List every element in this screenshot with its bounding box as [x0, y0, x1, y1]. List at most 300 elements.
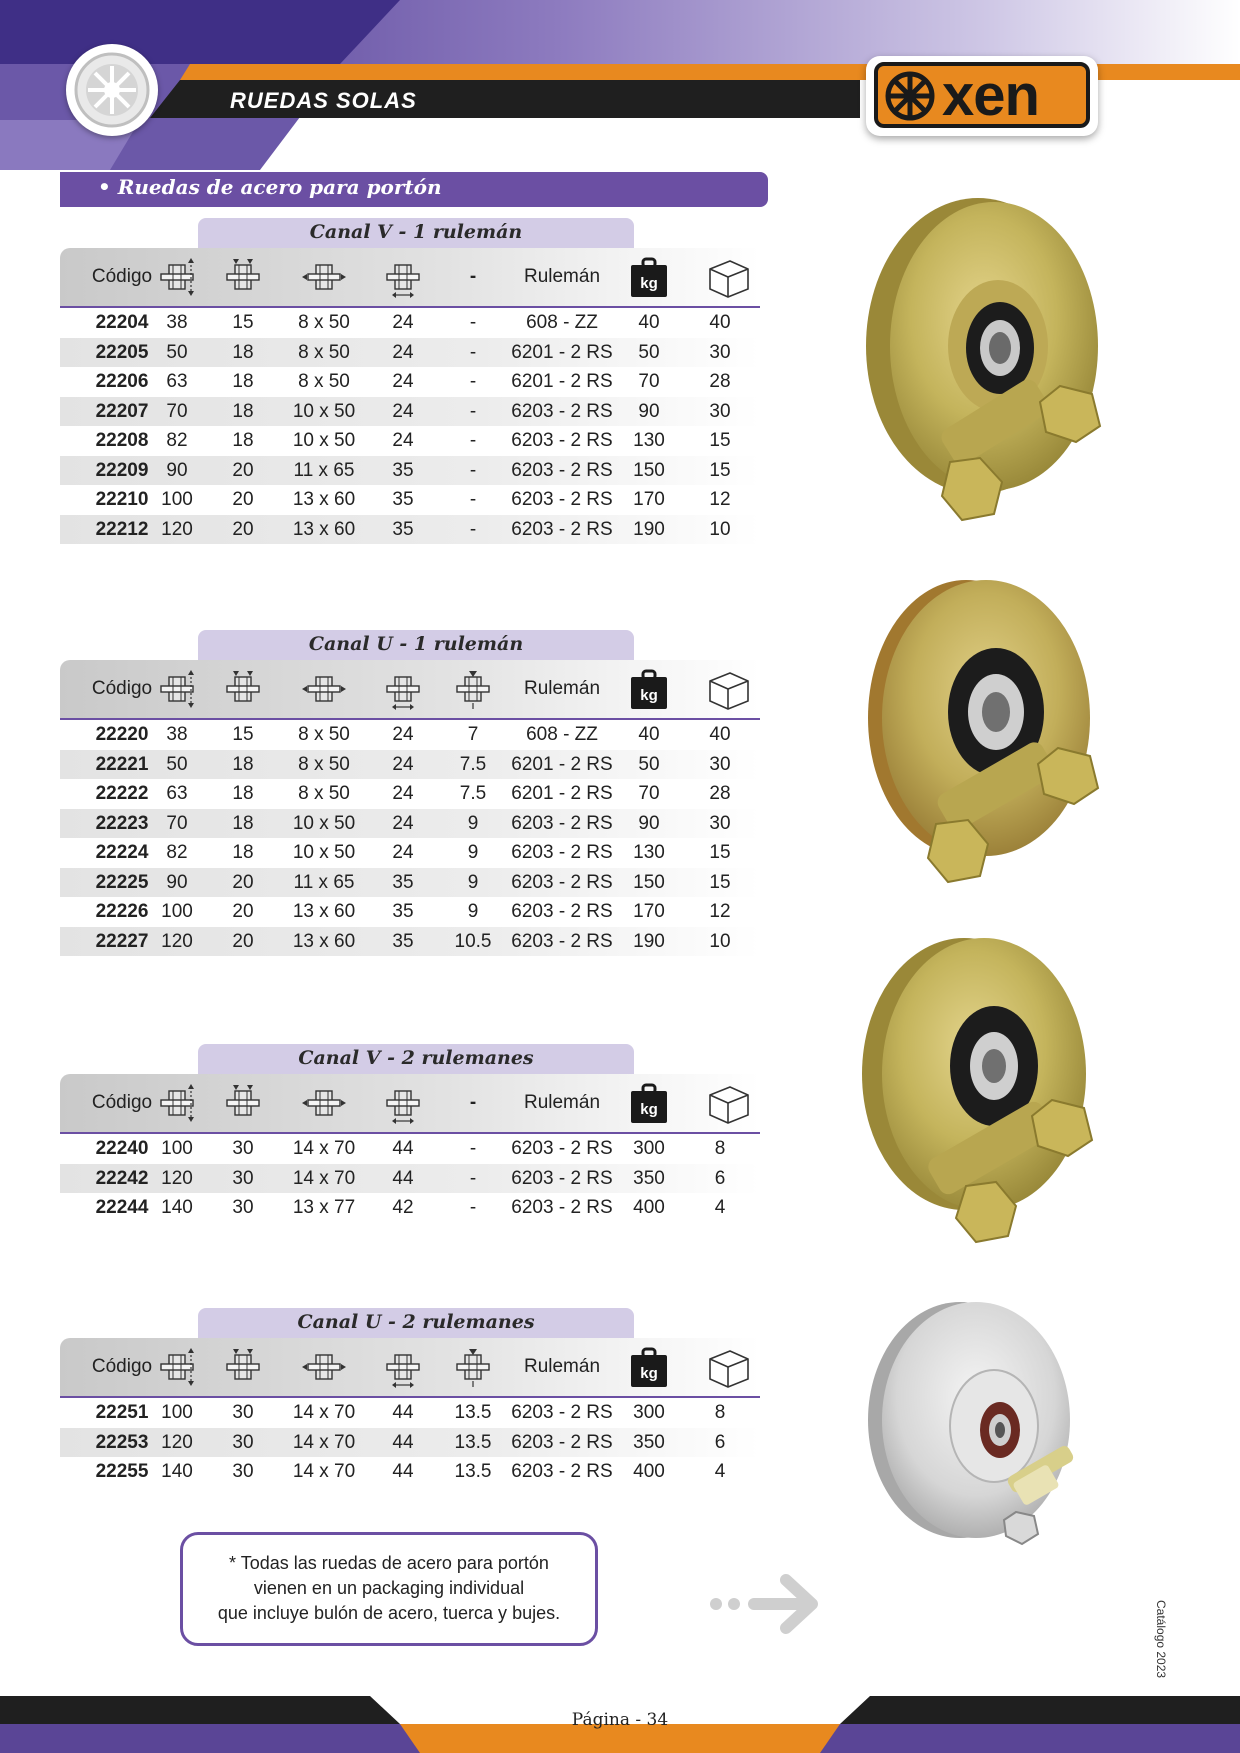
- cell-channel: 10.5: [454, 930, 492, 952]
- cell-bore: 35: [392, 518, 414, 540]
- cell-units: 28: [709, 783, 731, 804]
- note-line-1: * Todas las ruedas de acero para portón: [229, 1553, 549, 1573]
- cell-channel: -: [469, 341, 477, 363]
- header-bearing: Rulemán: [523, 1092, 601, 1113]
- cell-channel: -: [469, 312, 477, 333]
- cell-channel: 9: [467, 901, 479, 922]
- cell-code: 22240: [95, 1138, 149, 1159]
- cell-diameter: 140: [161, 1197, 193, 1218]
- cell-axle: 11 x 65: [293, 871, 355, 893]
- table-row: [60, 809, 760, 838]
- cell-axle: 8 x 50: [298, 312, 350, 333]
- wheel-badge: [66, 44, 158, 136]
- cell-code: 22223: [95, 812, 149, 834]
- cell-channel: -: [469, 430, 477, 451]
- table-row: [60, 1457, 760, 1486]
- table-row: [60, 515, 760, 544]
- cell-axle: 14 x 70: [292, 1138, 356, 1159]
- wheel-photo-v-2: [846, 932, 1136, 1252]
- cell-bore: 44: [392, 1461, 414, 1482]
- cell-width: 18: [232, 842, 254, 863]
- header-dash: -: [469, 266, 477, 287]
- cell-units: 15: [709, 842, 731, 863]
- cell-weight: 400: [633, 1461, 665, 1482]
- header-axle: [278, 1074, 370, 1132]
- header-channel: [448, 660, 498, 718]
- cell-bore: 24: [392, 753, 414, 775]
- table-row: [60, 838, 760, 867]
- cell-bore: 24: [392, 724, 414, 745]
- channel-icon: [451, 1345, 495, 1389]
- note-box: [180, 1532, 598, 1646]
- table-row: [60, 1398, 760, 1427]
- cell-width: 20: [232, 459, 254, 481]
- cell-weight: 130: [633, 842, 665, 863]
- cell-bore: 44: [392, 1167, 414, 1189]
- cell-code: 22205: [95, 341, 149, 363]
- cell-width: 18: [232, 812, 254, 834]
- channel-icon: [451, 667, 495, 711]
- cell-channel: -: [469, 1167, 477, 1189]
- table-row: [60, 897, 760, 926]
- cell-width: 18: [232, 783, 254, 804]
- cell-units: 4: [714, 1197, 726, 1218]
- header-width: [218, 660, 268, 718]
- header-weight: [625, 1074, 673, 1132]
- table-tab: [198, 1044, 634, 1074]
- table-row: [60, 750, 760, 779]
- cell-width: 18: [232, 753, 254, 775]
- cell-axle: 13 x 60: [292, 901, 356, 922]
- table-header: [60, 1074, 760, 1134]
- table-row: [60, 485, 760, 514]
- cell-code: 22244: [95, 1197, 149, 1218]
- cell-axle: 13 x 60: [292, 489, 356, 510]
- cell-axle: 13 x 60: [292, 930, 356, 952]
- cell-weight: 70: [638, 371, 660, 392]
- cell-bearing: 6201 - 2 RS: [511, 753, 613, 775]
- cell-diameter: 82: [166, 430, 188, 451]
- cell-axle: 14 x 70: [292, 1167, 356, 1189]
- cell-weight: 300: [633, 1138, 665, 1159]
- cell-bearing: 6203 - 2 RS: [511, 930, 613, 952]
- cell-code: 22221: [95, 753, 149, 775]
- axle-icon: [302, 1081, 346, 1125]
- cell-diameter: 120: [161, 518, 193, 540]
- weight-kg-label: kg: [640, 275, 658, 292]
- bore-icon: [381, 1081, 425, 1125]
- table-header: [60, 248, 760, 308]
- wheel-icon: [66, 44, 158, 136]
- header-bore: [378, 248, 428, 306]
- cell-bore: 35: [392, 459, 414, 481]
- header-weight: [625, 248, 673, 306]
- cell-axle: 10 x 50: [292, 812, 356, 834]
- cell-code: 22253: [95, 1431, 149, 1453]
- cell-axle: 8 x 50: [298, 724, 350, 745]
- cell-code: 22210: [95, 489, 149, 510]
- table-row: [60, 1428, 760, 1457]
- cell-width: 20: [232, 871, 254, 893]
- cell-diameter: 90: [166, 871, 188, 893]
- cell-units: 6: [714, 1431, 726, 1453]
- cell-weight: 400: [633, 1197, 665, 1218]
- header-diameter: [152, 660, 202, 718]
- bore-icon: [381, 1345, 425, 1389]
- cell-axle: 10 x 50: [292, 400, 356, 422]
- header-width: [218, 1074, 268, 1132]
- cell-bore: 24: [392, 400, 414, 422]
- table-row: [60, 1193, 760, 1222]
- table-row: [60, 1134, 760, 1163]
- box-icon: [706, 1345, 750, 1389]
- cell-weight: 40: [638, 724, 660, 745]
- header-axle: [278, 1338, 370, 1396]
- header-code: Código: [91, 1092, 153, 1113]
- cell-bore: 24: [392, 812, 414, 834]
- header-diameter: [152, 1338, 202, 1396]
- header-bearing: Rulemán: [523, 1356, 601, 1377]
- cell-diameter: 63: [166, 371, 188, 392]
- cell-channel: 13.5: [454, 1431, 492, 1453]
- cell-axle: 8 x 50: [298, 371, 350, 392]
- cell-bearing: 6203 - 2 RS: [511, 518, 613, 540]
- cell-units: 10: [709, 930, 731, 952]
- table-header: [60, 1338, 760, 1398]
- width-icon: [221, 667, 265, 711]
- cell-bore: 24: [392, 842, 414, 863]
- cell-code: 22225: [95, 871, 149, 893]
- cell-diameter: 82: [166, 842, 188, 863]
- cell-bearing: 6203 - 2 RS: [511, 1138, 613, 1159]
- cell-width: 20: [232, 518, 254, 540]
- cell-width: 20: [232, 489, 254, 510]
- table-row: [60, 367, 760, 396]
- cell-units: 8: [714, 1402, 726, 1423]
- cell-bearing: 6203 - 2 RS: [511, 842, 613, 863]
- cell-code: 22242: [95, 1167, 149, 1189]
- brand-name: xen: [942, 63, 1039, 128]
- header-bore: [378, 1074, 428, 1132]
- header-width: [218, 1338, 268, 1396]
- page-number: Página - 34: [571, 1710, 669, 1730]
- cell-bore: 24: [392, 783, 414, 804]
- table-title: Canal V - 1 rulemán: [309, 221, 523, 243]
- header-width: [218, 248, 268, 306]
- cell-axle: 13 x 60: [292, 518, 356, 540]
- cell-bore: 35: [392, 871, 414, 893]
- cell-weight: 300: [633, 1402, 665, 1423]
- cell-weight: 190: [633, 930, 665, 952]
- brand-wheel-icon: [884, 70, 936, 122]
- cell-axle: 10 x 50: [292, 430, 356, 451]
- cell-diameter: 63: [166, 783, 188, 804]
- cell-channel: -: [469, 518, 477, 540]
- table-tab: [198, 630, 634, 660]
- header-code: Código: [91, 266, 153, 287]
- cell-diameter: 70: [166, 812, 188, 834]
- wheel-photo-u-1: [836, 572, 1136, 902]
- cell-bearing: 608 - ZZ: [526, 724, 598, 745]
- header-box: [700, 248, 756, 306]
- cell-channel: 7.5: [459, 753, 487, 775]
- cell-units: 4: [714, 1461, 726, 1482]
- cell-bore: 44: [392, 1138, 414, 1159]
- width-icon: [221, 1081, 265, 1125]
- cell-width: 30: [232, 1431, 254, 1453]
- header-bore: [378, 1338, 428, 1396]
- cell-code: 22204: [95, 312, 149, 333]
- header-axle: [278, 248, 370, 306]
- box-icon: [706, 1081, 750, 1125]
- brand-logo: [866, 56, 1098, 136]
- next-arrow-icon[interactable]: [708, 1574, 826, 1634]
- cell-channel: -: [469, 371, 477, 392]
- cell-diameter: 100: [161, 489, 193, 510]
- width-icon: [221, 1345, 265, 1389]
- cell-bore: 24: [392, 371, 414, 392]
- table-title: Canal U - 1 rulemán: [308, 633, 524, 655]
- cell-weight: 90: [638, 400, 660, 422]
- cell-width: 30: [232, 1167, 254, 1189]
- cell-units: 30: [709, 400, 731, 422]
- cell-width: 15: [232, 724, 254, 745]
- cell-bore: 24: [392, 341, 414, 363]
- cell-axle: 14 x 70: [292, 1402, 356, 1423]
- cell-width: 30: [232, 1197, 254, 1218]
- table-row: [60, 397, 760, 426]
- weight-kg-label: kg: [640, 1365, 658, 1382]
- cell-channel: 13.5: [454, 1402, 492, 1423]
- cell-bearing: 6203 - 2 RS: [511, 489, 613, 510]
- header-code: Código: [91, 1356, 153, 1377]
- cell-bearing: 6203 - 2 RS: [511, 400, 613, 422]
- cell-axle: 8 x 50: [298, 753, 350, 775]
- cell-width: 18: [232, 430, 254, 451]
- cell-weight: 130: [633, 430, 665, 451]
- note-line-2: vienen en un packaging individual: [253, 1578, 525, 1598]
- cell-bearing: 6203 - 2 RS: [511, 1431, 613, 1453]
- cell-bearing: 6201 - 2 RS: [511, 341, 613, 363]
- cell-channel: 9: [467, 812, 479, 834]
- bore-icon: [381, 255, 425, 299]
- table-tab: [198, 1308, 634, 1338]
- cell-bearing: 6203 - 2 RS: [511, 871, 613, 893]
- table-row: [60, 426, 760, 455]
- cell-diameter: 50: [166, 341, 188, 363]
- cell-bearing: 6203 - 2 RS: [511, 1197, 613, 1218]
- cell-diameter: 140: [161, 1461, 193, 1482]
- table-header: [60, 660, 760, 720]
- cell-units: 15: [709, 871, 731, 893]
- header-axle: [278, 660, 370, 718]
- cell-diameter: 120: [161, 1167, 193, 1189]
- cell-diameter: 100: [161, 901, 193, 922]
- cell-channel: -: [469, 489, 477, 510]
- header-title: RUEDAS SOLAS: [230, 88, 417, 113]
- cell-axle: 11 x 65: [293, 459, 355, 481]
- cell-channel: -: [469, 1138, 477, 1159]
- axle-icon: [302, 1345, 346, 1389]
- table-tab: [198, 218, 634, 248]
- cell-weight: 350: [633, 1431, 665, 1453]
- wheel-photo-u-2: [856, 1290, 1136, 1580]
- cell-diameter: 50: [166, 753, 188, 775]
- cell-weight: 40: [638, 312, 660, 333]
- cell-bore: 35: [392, 489, 414, 510]
- cell-units: 12: [709, 489, 731, 510]
- cell-units: 30: [709, 753, 731, 775]
- cell-code: 22222: [95, 783, 149, 804]
- cell-channel: -: [469, 1197, 477, 1218]
- cell-weight: 170: [633, 901, 665, 922]
- cell-width: 30: [232, 1461, 254, 1482]
- header-bore: [378, 660, 428, 718]
- cell-units: 15: [709, 459, 731, 481]
- weight-kg-label: kg: [640, 1101, 658, 1118]
- cell-code: 22209: [95, 459, 149, 481]
- cell-diameter: 120: [161, 1431, 193, 1453]
- cell-channel: 13.5: [454, 1461, 492, 1482]
- cell-width: 20: [232, 901, 254, 922]
- cell-width: 18: [232, 341, 254, 363]
- note-line-3: que incluye bulón de acero, tuerca y bujes.: [217, 1603, 561, 1623]
- cell-axle: 14 x 70: [292, 1461, 356, 1482]
- header-bearing: Rulemán: [523, 678, 601, 699]
- cell-bore: 35: [392, 930, 414, 952]
- cell-bearing: 608 - ZZ: [526, 312, 598, 333]
- diameter-icon: [155, 1345, 199, 1389]
- cell-bearing: 6203 - 2 RS: [511, 1461, 613, 1482]
- cell-axle: 8 x 50: [298, 783, 350, 804]
- cell-axle: 14 x 70: [292, 1431, 356, 1453]
- cell-width: 30: [232, 1138, 254, 1159]
- header-weight: [625, 1338, 673, 1396]
- cell-units: 8: [714, 1138, 726, 1159]
- header-dash: -: [469, 1092, 477, 1113]
- cell-units: 6: [714, 1167, 726, 1189]
- table-row: [60, 720, 760, 749]
- cell-weight: 90: [638, 812, 660, 834]
- box-icon: [706, 667, 750, 711]
- diameter-icon: [155, 667, 199, 711]
- cell-code: 22220: [95, 724, 149, 745]
- cell-channel: 9: [467, 842, 479, 863]
- cell-axle: 10 x 50: [292, 842, 356, 863]
- cell-weight: 190: [633, 518, 665, 540]
- cell-code: 22212: [95, 518, 149, 540]
- header-box: [700, 1074, 756, 1132]
- cell-code: 22227: [95, 930, 149, 952]
- cell-bore: 44: [392, 1431, 414, 1453]
- cell-channel: 7.5: [459, 783, 487, 804]
- cell-channel: -: [469, 400, 477, 422]
- cell-weight: 150: [633, 459, 665, 481]
- cell-bearing: 6203 - 2 RS: [511, 1167, 613, 1189]
- header-diameter: [152, 248, 202, 306]
- cell-weight: 50: [638, 753, 660, 775]
- width-icon: [221, 255, 265, 299]
- axle-icon: [302, 255, 346, 299]
- table-row: [60, 868, 760, 897]
- cell-bore: 35: [392, 901, 414, 922]
- cell-units: 30: [709, 341, 731, 363]
- bore-icon: [381, 667, 425, 711]
- diameter-icon: [155, 1081, 199, 1125]
- header-box: [700, 1338, 756, 1396]
- cell-width: 20: [232, 930, 254, 952]
- cell-weight: 170: [633, 489, 665, 510]
- cell-weight: 70: [638, 783, 660, 804]
- table-row: [60, 1164, 760, 1193]
- cell-units: 10: [709, 518, 731, 540]
- cell-code: 22207: [95, 400, 149, 422]
- cell-bearing: 6201 - 2 RS: [511, 371, 613, 392]
- cell-bore: 24: [392, 312, 414, 333]
- table-title: Canal U - 2 rulemanes: [297, 1311, 535, 1333]
- cell-bearing: 6203 - 2 RS: [511, 459, 613, 481]
- cell-diameter: 38: [166, 724, 188, 745]
- table-title: Canal V - 2 rulemanes: [298, 1047, 534, 1069]
- cell-width: 30: [232, 1402, 254, 1423]
- header-weight: [625, 660, 673, 718]
- cell-code: 22208: [95, 430, 149, 451]
- catalog-year: Catálogo 2023: [1154, 1600, 1168, 1679]
- cell-units: 15: [709, 430, 731, 451]
- cell-diameter: 38: [166, 312, 188, 333]
- weight-kg-label: kg: [640, 687, 658, 704]
- cell-diameter: 100: [161, 1138, 193, 1159]
- table-row: [60, 779, 760, 808]
- header-channel: [448, 1338, 498, 1396]
- cell-units: 40: [709, 312, 731, 333]
- table-row: [60, 338, 760, 367]
- header-bearing: Rulemán: [523, 266, 601, 287]
- diameter-icon: [155, 255, 199, 299]
- cell-bearing: 6203 - 2 RS: [511, 901, 613, 922]
- section-title: • Ruedas de acero para portón: [98, 175, 442, 199]
- cell-width: 18: [232, 371, 254, 392]
- cell-bore: 24: [392, 430, 414, 451]
- header-diameter: [152, 1074, 202, 1132]
- cell-weight: 150: [633, 871, 665, 893]
- cell-diameter: 70: [166, 400, 188, 422]
- cell-bore: 44: [392, 1402, 414, 1423]
- axle-icon: [302, 667, 346, 711]
- cell-weight: 350: [633, 1167, 665, 1189]
- cell-units: 30: [709, 812, 731, 834]
- cell-axle: 8 x 50: [298, 341, 350, 363]
- cell-units: 12: [709, 901, 731, 922]
- cell-diameter: 120: [161, 930, 193, 952]
- cell-channel: 9: [467, 871, 479, 893]
- cell-diameter: 90: [166, 459, 188, 481]
- cell-units: 40: [709, 724, 731, 745]
- cell-weight: 50: [638, 341, 660, 363]
- cell-code: 22255: [95, 1461, 149, 1482]
- table-row: [60, 456, 760, 485]
- cell-code: 22206: [95, 371, 149, 392]
- box-icon: [706, 255, 750, 299]
- cell-units: 28: [709, 371, 731, 392]
- cell-bearing: 6203 - 2 RS: [511, 812, 613, 834]
- cell-width: 18: [232, 400, 254, 422]
- cell-code: 22224: [95, 842, 149, 863]
- cell-code: 22226: [95, 901, 149, 922]
- header-box: [700, 660, 756, 718]
- wheel-photo-v-1: [830, 196, 1130, 546]
- cell-channel: -: [469, 459, 477, 481]
